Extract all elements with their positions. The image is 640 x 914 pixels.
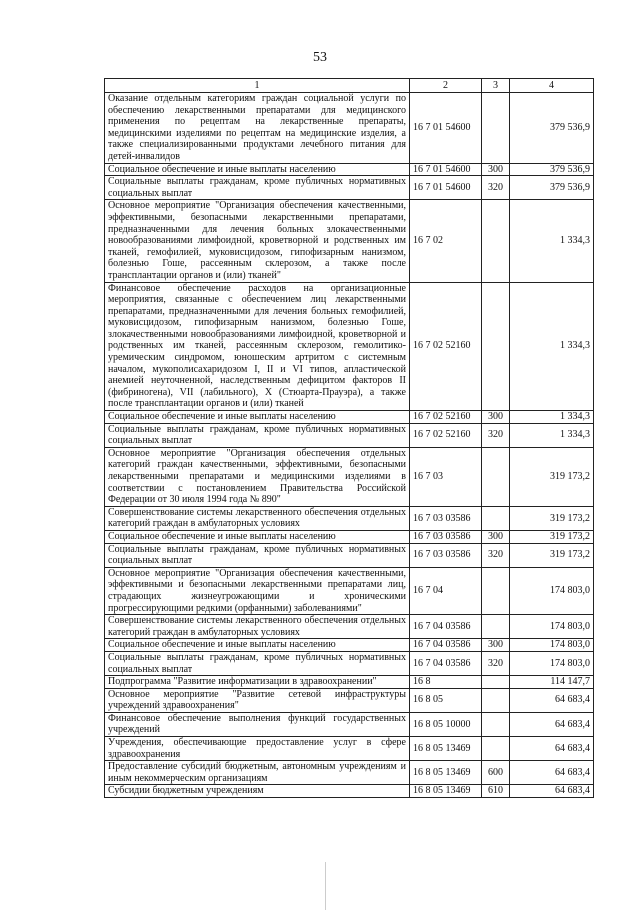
table-row [105,651,594,675]
column-header-2: 2 [410,79,482,93]
row-type-cell [482,615,510,639]
row-type-cell [482,200,510,282]
row-name-cell: Основное мероприятие "Организация обеспечения отдельных категорий граждан качественными, эффективными, безопасными лекарственными препаратами и медицинскими изделиями в соответствии с постановлением Правительства Российской Федерации от 30 июля 1994 года № 890" [105,447,410,506]
row-amount-cell: 174 803,0 [510,639,594,652]
page-number: 53 [313,50,327,65]
row-code-cell: 16 7 01 54600 [410,93,482,164]
row-amount-cell: 174 803,0 [510,567,594,614]
row-code-cell: 16 8 05 10000 [410,712,482,736]
row-name-cell: Социальное обеспечение и иные выплаты населению [105,163,410,176]
row-name-cell: Основное мероприятие "Развитие сетевой инфраструктуры учреждений здравоохранения" [105,688,410,712]
row-name-cell: Социальные выплаты гражданам, кроме публичных нормативных социальных выплат [105,176,410,200]
row-type-cell: 300 [482,639,510,652]
row-code-cell: 16 7 04 [410,567,482,614]
row-type-cell: 300 [482,530,510,543]
row-type-cell: 300 [482,163,510,176]
budget-table [104,78,594,798]
row-amount-cell: 319 173,2 [510,447,594,506]
row-code-cell: 16 8 05 13469 [410,737,482,761]
row-amount-cell: 1 334,3 [510,200,594,282]
row-code-cell: 16 7 03 [410,447,482,506]
table-row [105,411,594,424]
row-code-cell: 16 7 01 54600 [410,163,482,176]
table-row [105,615,594,639]
table-row [105,676,594,689]
row-type-cell: 320 [482,651,510,675]
row-name-cell: Финансовое обеспечение выполнения функций государственных учреждений [105,712,410,736]
row-amount-cell: 379 536,9 [510,163,594,176]
row-type-cell [482,567,510,614]
row-amount-cell: 114 147,7 [510,676,594,689]
table-header-row [105,79,594,93]
row-code-cell: 16 7 02 52160 [410,411,482,424]
row-type-cell: 320 [482,176,510,200]
table-row [105,93,594,164]
row-type-cell: 300 [482,411,510,424]
table-row [105,639,594,652]
row-code-cell: 16 7 04 03586 [410,615,482,639]
row-name-cell: Финансовое обеспечение расходов на организационные мероприятия, связанные с обеспечением лиц лекарственными препаратами, предназначенными для лечения больных гемофилией, муковисцидозом, гипофизарным нанизмом, болезнью Гоше, злокачественными новообразованиями лимфоидной, кроветворной и родственных им тканей, рассеянным склерозом, гемолитико-уремическим синдромом, юношеским артритом с системным началом, мукополисахаридозом I, II и VI типов, апластической анемией неуточненной, наследственным дефицитом факторов II (фибриногена), VII (лабильного), X (Стюарта-Прауэра), а также после трансплантации органов и (или) тканей [105,282,410,411]
row-type-cell [482,688,510,712]
table-row [105,785,594,798]
scan-artifact-line [325,862,326,910]
row-code-cell: 16 7 04 03586 [410,639,482,652]
row-type-cell [482,676,510,689]
row-code-cell: 16 7 02 [410,200,482,282]
row-code-cell: 16 8 [410,676,482,689]
row-amount-cell: 64 683,4 [510,785,594,798]
table-row [105,506,594,530]
row-type-cell: 610 [482,785,510,798]
row-name-cell: Социальное обеспечение и иные выплаты населению [105,530,410,543]
row-type-cell [482,737,510,761]
table-row [105,447,594,506]
row-code-cell: 16 7 03 03586 [410,506,482,530]
row-amount-cell: 1 334,3 [510,411,594,424]
row-code-cell: 16 7 03 03586 [410,530,482,543]
row-amount-cell: 1 334,3 [510,423,594,447]
column-header-3: 3 [482,79,510,93]
table-row [105,423,594,447]
row-amount-cell: 379 536,9 [510,93,594,164]
row-code-cell: 16 7 03 03586 [410,543,482,567]
row-code-cell: 16 8 05 13469 [410,785,482,798]
table-row [105,737,594,761]
row-name-cell: Подпрограмма "Развитие информатизации в здравоохранении" [105,676,410,689]
row-name-cell: Основное мероприятие "Организация обеспечения качественными, эффективными, безопасными лекарственными препаратами, предназначенными для лечения больных злокачественными новообразованиями лимфоидной, кроветворной и родственных им тканей, гемофилией, муковисцидозом, гипофизарным нанизмом, болезнью Гоше, рассеянным склерозом, а также после трансплантации органов и (или) тканей" [105,200,410,282]
row-name-cell: Совершенствование системы лекарственного обеспечения отдельных категорий граждан в амбулаторных условиях [105,615,410,639]
table-row [105,567,594,614]
row-code-cell: 16 8 05 13469 [410,761,482,785]
row-type-cell [482,282,510,411]
column-header-4: 4 [510,79,594,93]
row-amount-cell: 319 173,2 [510,530,594,543]
table-row [105,200,594,282]
row-type-cell: 600 [482,761,510,785]
table-row [105,530,594,543]
row-type-cell [482,447,510,506]
row-amount-cell: 319 173,2 [510,506,594,530]
row-name-cell: Оказание отдельным категориям граждан социальной услуги по обеспечению лекарственными препаратами для медицинского применения по рецептам на лекарственные препараты, медицинскими изделиями по рецептам на медицинские изделия, а также специализированными продуктами лечебного питания для детей-инвалидов [105,93,410,164]
table-row [105,163,594,176]
row-name-cell: Социальные выплаты гражданам, кроме публичных нормативных социальных выплат [105,651,410,675]
row-name-cell: Социальное обеспечение и иные выплаты населению [105,639,410,652]
row-name-cell: Основное мероприятие "Организация обеспечения качественными, эффективными и безопасными лекарственными препаратами лиц, страдающих жизнеугрожающими и хроническими прогрессирующими редкими (орфанными) заболеваниями" [105,567,410,614]
table-row [105,712,594,736]
row-amount-cell: 174 803,0 [510,651,594,675]
row-code-cell: 16 7 04 03586 [410,651,482,675]
table-row [105,282,594,411]
row-amount-cell: 1 334,3 [510,282,594,411]
table-row [105,688,594,712]
row-amount-cell: 379 536,9 [510,176,594,200]
row-amount-cell: 319 173,2 [510,543,594,567]
row-name-cell: Социальные выплаты гражданам, кроме публичных нормативных социальных выплат [105,423,410,447]
table-row [105,176,594,200]
row-code-cell: 16 8 05 [410,688,482,712]
row-type-cell: 320 [482,423,510,447]
row-name-cell: Учреждения, обеспечивающие предоставление услуг в сфере здравоохранения [105,737,410,761]
row-amount-cell: 64 683,4 [510,737,594,761]
row-name-cell: Совершенствование системы лекарственного обеспечения отдельных категорий граждан в амбулаторных условиях [105,506,410,530]
row-amount-cell: 64 683,4 [510,688,594,712]
row-code-cell: 16 7 02 52160 [410,423,482,447]
row-amount-cell: 174 803,0 [510,615,594,639]
column-header-1: 1 [105,79,410,93]
table-row [105,543,594,567]
row-name-cell: Предоставление субсидий бюджетным, автономным учреждениям и иным некоммерческим организациям [105,761,410,785]
row-type-cell [482,506,510,530]
row-name-cell: Субсидии бюджетным учреждениям [105,785,410,798]
row-type-cell [482,93,510,164]
row-code-cell: 16 7 01 54600 [410,176,482,200]
row-name-cell: Социальные выплаты гражданам, кроме публичных нормативных социальных выплат [105,543,410,567]
row-amount-cell: 64 683,4 [510,712,594,736]
row-name-cell: Социальное обеспечение и иные выплаты населению [105,411,410,424]
row-code-cell: 16 7 02 52160 [410,282,482,411]
row-type-cell [482,712,510,736]
row-type-cell: 320 [482,543,510,567]
table-row [105,761,594,785]
row-amount-cell: 64 683,4 [510,761,594,785]
